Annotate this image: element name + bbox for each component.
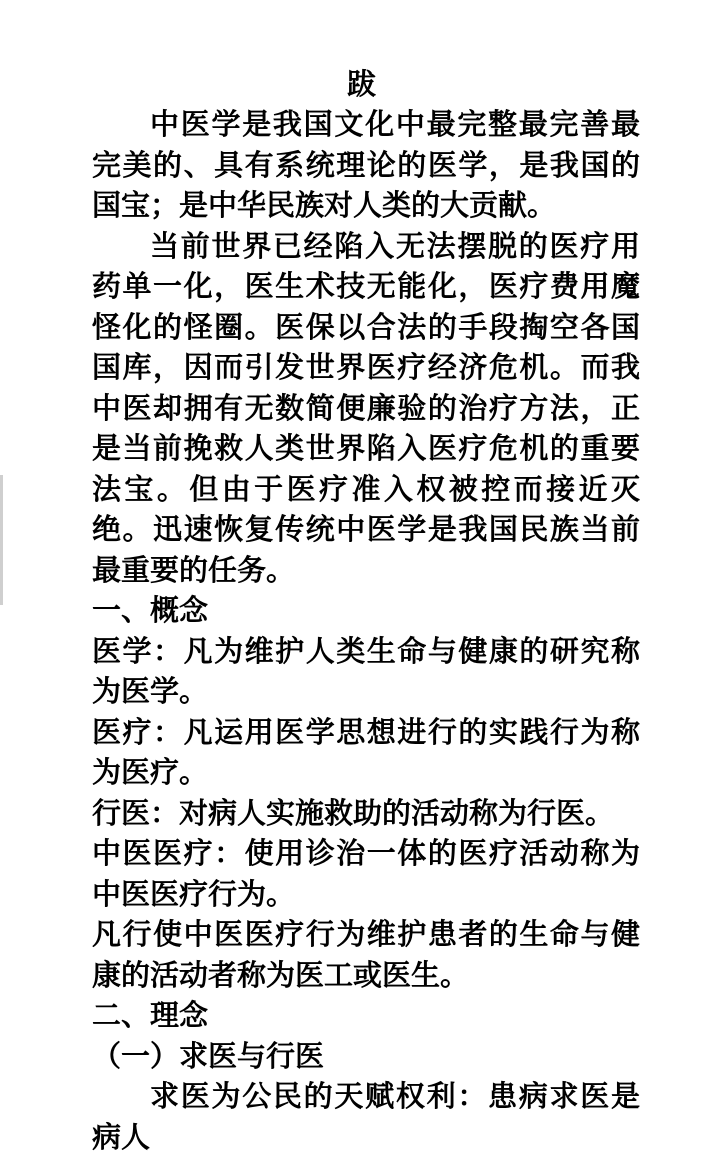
section-heading-principles: 二、理念 [92,998,209,1032]
definition-medicine: 医学：凡为维护人类生命与健康的研究称为医学。 [92,633,640,708]
section-heading-concepts: 一、概念 [92,593,209,627]
definition-tcm-practice: 中医医疗：使用诊治一体的医疗活动称为中医医疗行为。 [92,836,640,911]
paragraph-right-to-care: 求医为公民的天赋权利：患病求医是病人 [92,1079,640,1154]
definition-practicing-medicine: 行医：对病人实施救助的活动称为行医。 [92,795,615,830]
scan-edge-mark [0,475,3,605]
paragraph-crisis: 当前世界已经陷入无法摆脱的医疗用药单一化，医生术技无能化，医疗费用魔怪化的怪圈。医保以合法的手段掏空各国国库，因而引发世界医疗经济危机。而我中医却拥有无数简便廉验的治疗方法，正是当前挽救人类世界陷入医疗危机的重要法宝。但由于医疗准入权被控而接近灭绝。迅速恢复传统中医学是我国民族当前最重要的任务。 [92,228,640,587]
page-title: 跋 [346,67,376,101]
definition-medical-practice: 医疗：凡运用医学思想进行的实践行为称为医疗。 [92,714,640,789]
definition-physician: 凡行使中医医疗行为维护患者的生命与健康的活动者称为医工或医生。 [92,917,640,992]
subsection-heading: （一）求医与行医 [92,1038,325,1073]
document-body [92,104,640,1157]
paragraph-intro: 中医学是我国文化中最完整最完善最完美的、具有系统理论的医学，是我国的国宝；是中华民族对人类的大贡献。 [92,107,640,222]
